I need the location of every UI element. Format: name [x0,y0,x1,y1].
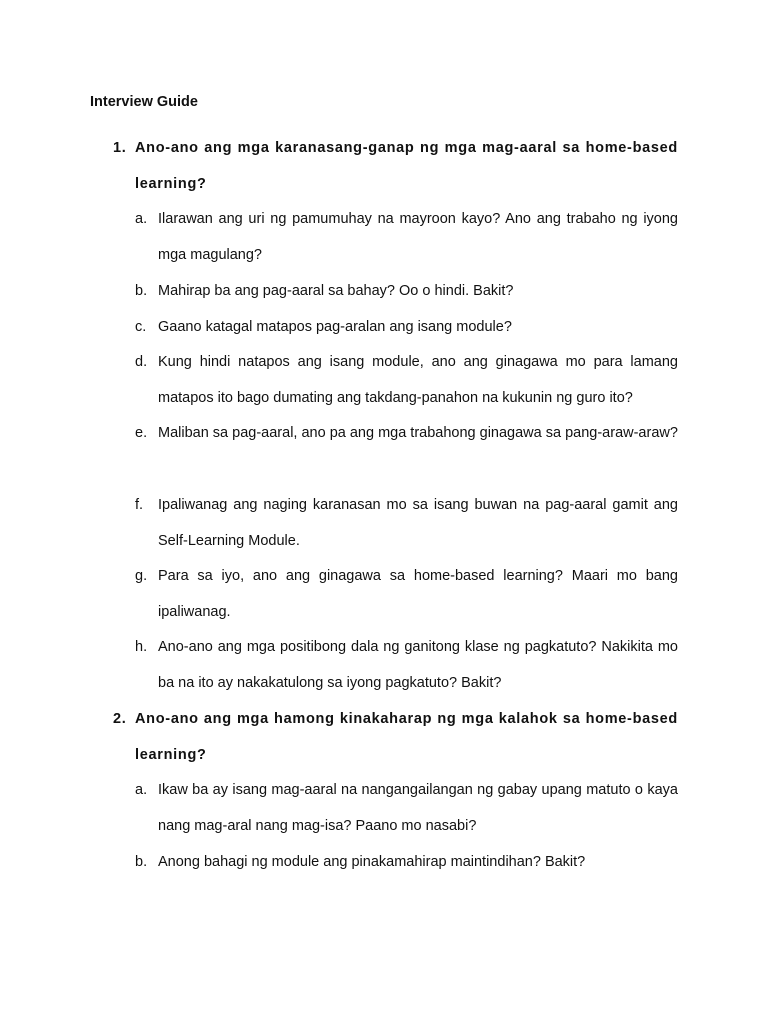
question-text: Ano-ano ang mga karanasang-ganap ng mga mag-aaral sa home-based learning? [135,140,678,192]
item-text: Mahirap ba ang pag-aaral sa bahay? Oo o hindi. Bakit? [158,283,514,299]
item-letter: e. [135,425,148,441]
item-text: Kung hindi natapos ang isang module, ano ang ginagawa mo para lamang matapos ito bago dumating ang takdang-panahon na kukunin ng guro ito? [158,354,678,406]
question-1-item-h [135,629,678,701]
item-letter: b. [135,283,148,299]
item-letter: a. [135,211,148,227]
item-text: Para sa iyo, ano ang ginagawa sa home-based learning? Maari mo bang ipaliwanag. [158,568,678,620]
question-number: 1. [113,140,127,156]
question-1-item-e [135,415,678,451]
document-title: Interview Guide [90,94,198,110]
item-letter: c. [135,319,147,335]
question-2-item-b [135,844,678,880]
question-1-item-c [135,309,678,345]
question-2 [113,701,678,773]
question-2-item-a [135,772,678,844]
question-1-item-b [135,273,678,309]
item-letter: d. [135,354,148,370]
item-text: Anong bahagi ng module ang pinakamahirap maintindihan? Bakit? [158,854,586,870]
item-text: Maliban sa pag-aaral, ano pa ang mga trabahong ginagawa sa pang-araw-araw? [158,425,678,441]
question-text: Ano-ano ang mga hamong kinakaharap ng mga kalahok sa home-based learning? [135,711,678,763]
item-text: Gaano katagal matapos pag-aralan ang isang module? [158,319,512,335]
question-1 [113,130,678,202]
question-1-item-g [135,558,678,630]
item-letter: g. [135,568,148,584]
item-letter: f. [135,497,144,513]
item-text: Ipaliwanag ang naging karanasan mo sa isang buwan na pag-aaral gamit ang Self-Learning Module. [158,497,678,549]
question-1-item-f [135,487,678,559]
item-letter: h. [135,639,148,655]
question-number: 2. [113,711,127,727]
item-letter: a. [135,782,148,798]
item-text: Ilarawan ang uri ng pamumuhay na mayroon kayo? Ano ang trabaho ng iyong mga magulang? [158,211,678,263]
question-1-item-d [135,344,678,416]
question-1-item-a [135,201,678,273]
item-text: Ikaw ba ay isang mag-aaral na nangangailangan ng gabay upang matuto o kaya nang mag-aral nang mag-isa? Paano mo nasabi? [158,782,678,834]
item-letter: b. [135,854,148,870]
item-text: Ano-ano ang mga positibong dala ng ganitong klase ng pagkatuto? Nakikita mo ba na ito ay nakakatulong sa iyong pagkatuto? Bakit? [158,639,678,691]
